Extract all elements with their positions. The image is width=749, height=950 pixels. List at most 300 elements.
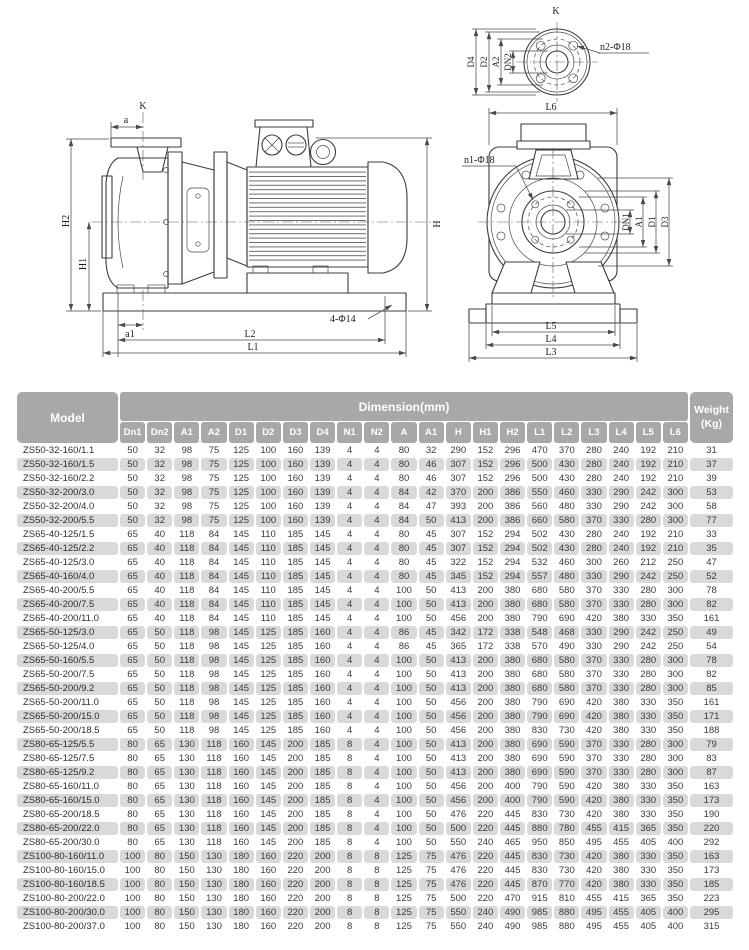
dim-cell-dn2: 32 — [147, 458, 172, 471]
dim-cell-a1: 150 — [174, 906, 199, 919]
dim-cell-l4: 415 — [609, 822, 634, 835]
weight-cell: 185 — [690, 878, 733, 891]
dim-cell-l6: 210 — [663, 542, 688, 555]
dim-cell-a1: 50 — [419, 710, 444, 723]
dim-cell-a1: 130 — [174, 794, 199, 807]
dim-cell-l1: 830 — [531, 865, 548, 876]
dim-cell-l4: 380 — [609, 878, 634, 891]
dim-cell-d1: 125 — [229, 486, 254, 499]
dim-cell-h2: 380 — [500, 654, 525, 667]
dim-cell-l3: 330 — [581, 626, 606, 639]
dim-cell-l4: 330 — [609, 766, 634, 779]
dim-cell-l2: 430 — [554, 542, 579, 555]
dim-cell-l5: 280 — [640, 585, 657, 596]
terminal-box-lid — [255, 120, 313, 127]
dim-cell-l6: 400 — [663, 906, 688, 919]
dimension-table — [15, 391, 735, 934]
dim-cell-l3: 330 — [586, 501, 602, 512]
dim-cell-h: 365 — [450, 641, 467, 652]
dim-cell-l4: 240 — [609, 542, 634, 555]
table-row — [17, 458, 733, 471]
dim-cell-l6: 210 — [663, 458, 688, 471]
weight-cell: 163 — [703, 781, 720, 792]
dim-cell-a: 100 — [396, 613, 412, 624]
dim-label-l4: L4 — [545, 334, 557, 345]
dim-cell-l1: 915 — [531, 893, 548, 904]
dim-cell-n1: 4 — [337, 570, 362, 583]
dim-cell-l3: 370 — [586, 669, 602, 680]
dim-cell-a1: 50 — [419, 794, 444, 807]
dim-label-l5: L5 — [545, 321, 557, 332]
dim-cell-h1: 220 — [473, 822, 498, 835]
dim-cell-l2: 370 — [558, 445, 575, 456]
dim-cell-n2: 4 — [374, 501, 380, 512]
dim-cell-dn2: 40 — [154, 557, 165, 568]
motor-end-cap — [368, 162, 407, 273]
dim-cell-d4: 200 — [314, 921, 331, 932]
dim-cell-d1: 145 — [233, 585, 250, 596]
dim-cell-h2: 380 — [504, 753, 521, 764]
dim-cell-l4: 330 — [609, 738, 634, 751]
dim-cell-l5: 280 — [636, 654, 661, 667]
dim-cell-l2: 480 — [558, 501, 575, 512]
dim-cell-dn2: 80 — [147, 906, 172, 919]
dim-cell-h2: 294 — [500, 570, 525, 583]
dim-cell-l1: 790 — [531, 697, 548, 708]
dim-cell-n2: 4 — [364, 542, 389, 555]
dim-cell-a1: 118 — [174, 570, 199, 583]
dim-cell-l4: 330 — [609, 682, 634, 695]
dim-cell-a1: 150 — [174, 878, 199, 891]
dim-cell-l6: 400 — [667, 921, 684, 932]
dim-cell-d4: 200 — [310, 906, 335, 919]
dim-cell-a2: 84 — [201, 542, 226, 555]
dim-cell-d4: 160 — [310, 626, 335, 639]
dim-cell-dn1: 100 — [120, 878, 145, 891]
dim-cell-d3: 200 — [287, 781, 304, 792]
dim-cell-a1: 32 — [425, 445, 437, 456]
dim-cell-a2: 98 — [208, 697, 220, 708]
dim-cell-a2: 84 — [208, 613, 220, 624]
dim-cell-l3: 420 — [581, 878, 606, 891]
dim-cell-l4: 380 — [613, 809, 630, 820]
dim-cell-l1: 680 — [531, 669, 548, 680]
dim-cell-dn2: 50 — [154, 725, 165, 736]
dim-cell-dn1: 65 — [120, 542, 145, 555]
dim-cell-a1: 118 — [174, 654, 199, 667]
dim-cell-dn1: 65 — [127, 641, 138, 652]
dim-cell-a: 84 — [391, 514, 416, 527]
dim-cell-d2: 100 — [260, 473, 277, 484]
dim-cell-h: 413 — [446, 682, 471, 695]
dim-cell-a1: 98 — [174, 458, 199, 471]
weight-cell: 39 — [706, 473, 717, 484]
dim-cell-a: 125 — [396, 921, 412, 932]
dim-cell-l5: 192 — [640, 445, 657, 456]
front-holes-callout: n1-Φ18 — [464, 155, 495, 166]
dim-cell-l6: 300 — [663, 486, 688, 499]
dim-cell-d4: 145 — [314, 529, 331, 540]
dim-cell-d1: 145 — [233, 697, 250, 708]
dim-cell-l5: 280 — [636, 514, 661, 527]
dim-cell-h2: 380 — [504, 585, 521, 596]
model-cell: ZS50-32-160/1.5 — [17, 458, 118, 471]
column-header-d2-5: D2 — [256, 422, 281, 443]
model-cell: ZS100-80-160/15.0 — [23, 865, 105, 876]
dim-cell-h2: 445 — [500, 878, 525, 891]
dim-cell-a: 100 — [391, 794, 416, 807]
dim-cell-l2: 590 — [554, 766, 579, 779]
dim-cell-l1: 660 — [527, 514, 552, 527]
table-row — [17, 584, 733, 597]
dim-cell-a1: 98 — [174, 486, 199, 499]
dim-cell-l6: 350 — [667, 781, 684, 792]
front-view — [462, 102, 673, 362]
dim-cell-l1: 790 — [527, 710, 552, 723]
dim-cell-h: 456 — [446, 794, 471, 807]
dim-cell-dn2: 32 — [154, 473, 165, 484]
dim-cell-l2: 780 — [554, 822, 579, 835]
dim-cell-a: 125 — [391, 850, 416, 863]
dim-cell-n1: 4 — [347, 641, 353, 652]
dim-cell-d1: 145 — [229, 598, 254, 611]
dim-cell-h2: 380 — [504, 697, 521, 708]
dim-cell-d1: 180 — [233, 921, 250, 932]
dim-cell-a1: 50 — [425, 781, 437, 792]
dim-cell-l5: 330 — [636, 850, 661, 863]
dim-label-d1: D1 — [647, 216, 657, 228]
dim-cell-a: 100 — [391, 598, 416, 611]
dim-cell-d2: 100 — [256, 458, 281, 471]
dim-cell-l3: 280 — [586, 473, 602, 484]
dim-cell-l4: 330 — [613, 669, 630, 680]
dim-cell-a1: 98 — [181, 473, 193, 484]
dim-cell-l1: 790 — [531, 613, 548, 624]
dim-cell-dn1: 65 — [127, 669, 138, 680]
dim-cell-a2: 130 — [201, 850, 226, 863]
table-row — [17, 612, 733, 625]
dim-cell-dn2: 40 — [147, 542, 172, 555]
dim-cell-a1: 50 — [419, 514, 444, 527]
dim-cell-l1: 690 — [527, 766, 552, 779]
dim-cell-a1: 50 — [419, 682, 444, 695]
dim-cell-d1: 125 — [233, 501, 250, 512]
dim-cell-a2: 118 — [201, 738, 226, 751]
dim-cell-a1: 45 — [425, 641, 437, 652]
dim-cell-d1: 180 — [229, 906, 254, 919]
dim-cell-a: 80 — [398, 445, 410, 456]
dim-cell-h1: 200 — [473, 710, 498, 723]
dim-label-d3: D3 — [660, 216, 670, 228]
dim-cell-a2: 118 — [201, 822, 226, 835]
dim-cell-n2: 4 — [374, 669, 380, 680]
dim-cell-l3: 420 — [581, 710, 606, 723]
dim-cell-l3: 280 — [586, 445, 602, 456]
table-row — [17, 724, 733, 737]
dim-cell-l5: 242 — [640, 641, 657, 652]
dim-cell-a2: 84 — [208, 585, 220, 596]
dim-cell-h: 370 — [446, 486, 471, 499]
dim-cell-l1: 680 — [531, 585, 548, 596]
column-header-dimension: Dimension(mm) — [120, 392, 688, 421]
dim-cell-l6: 350 — [667, 893, 684, 904]
dim-cell-n1: 4 — [347, 669, 353, 680]
dim-cell-h1: 240 — [477, 837, 494, 848]
dim-cell-l4: 260 — [613, 557, 630, 568]
table-row — [17, 500, 733, 513]
table-row — [17, 738, 733, 751]
dim-cell-l6: 300 — [667, 753, 684, 764]
table-row — [17, 640, 733, 653]
dim-cell-l3: 370 — [581, 598, 606, 611]
weight-cell: 82 — [690, 598, 733, 611]
dim-cell-l5: 280 — [640, 753, 657, 764]
model-cell: ZS50-32-200/3.0 — [17, 486, 118, 499]
dim-cell-n1: 8 — [337, 822, 362, 835]
dim-cell-a1: 130 — [178, 753, 195, 764]
dim-cell-h: 413 — [450, 585, 467, 596]
dim-cell-n2: 4 — [364, 710, 389, 723]
dim-cell-dn1: 65 — [127, 697, 138, 708]
dim-cell-n1: 4 — [347, 725, 353, 736]
model-cell: ZS65-40-200/5.5 — [23, 585, 95, 596]
dim-cell-n1: 4 — [337, 626, 362, 639]
dim-cell-h1: 152 — [473, 570, 498, 583]
dim-cell-l6: 400 — [667, 837, 684, 848]
weight-cell: 35 — [690, 542, 733, 555]
dim-cell-l3: 330 — [581, 570, 606, 583]
dim-label-h1: H1 — [78, 257, 89, 271]
model-cell: ZS65-40-200/11.0 — [23, 613, 99, 624]
dim-cell-l3: 420 — [586, 865, 602, 876]
dim-cell-d3: 200 — [283, 766, 308, 779]
dim-cell-n1: 8 — [347, 809, 353, 820]
dim-cell-d2: 160 — [256, 850, 281, 863]
dim-cell-n1: 8 — [337, 850, 362, 863]
dim-cell-a: 80 — [398, 529, 410, 540]
dim-cell-l6: 250 — [663, 626, 688, 639]
dim-cell-l4: 240 — [613, 445, 630, 456]
dim-cell-a: 100 — [396, 781, 412, 792]
dim-cell-h: 307 — [446, 458, 471, 471]
dim-cell-d4: 139 — [310, 458, 335, 471]
dim-cell-l2: 730 — [558, 865, 575, 876]
dim-cell-n1: 8 — [347, 753, 353, 764]
dim-cell-dn2: 32 — [154, 445, 165, 456]
dim-cell-n1: 4 — [347, 697, 353, 708]
dim-cell-l5: 330 — [636, 878, 661, 891]
weight-cell: 223 — [703, 893, 720, 904]
dim-cell-a: 80 — [398, 557, 410, 568]
dim-cell-n2: 4 — [374, 557, 380, 568]
dim-cell-l5: 365 — [640, 893, 657, 904]
dim-cell-dn1: 80 — [127, 753, 138, 764]
dim-cell-l2: 430 — [558, 529, 575, 540]
dim-cell-l5: 405 — [636, 906, 661, 919]
dim-cell-n2: 4 — [374, 641, 380, 652]
dim-cell-h2: 445 — [500, 850, 525, 863]
dim-cell-dn1: 65 — [127, 529, 138, 540]
model-cell: ZS50-32-160/1.1 — [23, 445, 95, 456]
dim-cell-d2: 110 — [260, 613, 276, 624]
model-cell: ZS100-80-200/30.0 — [17, 906, 118, 919]
weight-cell: 49 — [690, 626, 733, 639]
dim-cell-n2: 4 — [374, 445, 380, 456]
dim-cell-d2: 110 — [256, 598, 281, 611]
dim-cell-a1: 50 — [419, 766, 444, 779]
dim-cell-a1: 75 — [425, 865, 437, 876]
dim-cell-l6: 350 — [667, 613, 684, 624]
dim-cell-d2: 160 — [260, 921, 277, 932]
dim-label-l3: L3 — [545, 347, 557, 358]
dim-cell-d1: 160 — [229, 738, 254, 751]
dim-cell-l2: 468 — [554, 626, 579, 639]
dim-cell-d1: 160 — [233, 781, 250, 792]
dim-cell-d4: 185 — [314, 809, 331, 820]
dim-cell-d4: 139 — [310, 486, 335, 499]
table-row — [17, 794, 733, 807]
dim-cell-l5: 280 — [636, 682, 661, 695]
dim-cell-h2: 470 — [504, 893, 521, 904]
dim-cell-l4: 380 — [613, 725, 630, 736]
dim-cell-h: 413 — [450, 669, 467, 680]
dim-cell-l1: 880 — [527, 822, 552, 835]
dim-cell-d1: 145 — [229, 682, 254, 695]
dim-cell-h: 413 — [446, 738, 471, 751]
dim-cell-l3: 420 — [586, 697, 602, 708]
dim-cell-l4: 380 — [609, 794, 634, 807]
dim-cell-h1: 220 — [477, 865, 494, 876]
dim-cell-a1: 118 — [174, 542, 199, 555]
column-header-n1-8: N1 — [337, 422, 362, 443]
dim-cell-d4: 200 — [310, 850, 335, 863]
dim-cell-l5: 330 — [640, 809, 657, 820]
dim-cell-h2: 386 — [500, 514, 525, 527]
dim-cell-l6: 300 — [667, 585, 684, 596]
table-row — [17, 696, 733, 709]
model-cell: ZS100-80-200/37.0 — [23, 921, 105, 932]
dim-cell-l4: 380 — [609, 710, 634, 723]
weight-cell: 83 — [706, 753, 717, 764]
dim-cell-h2: 465 — [504, 837, 521, 848]
dim-cell-d2: 145 — [260, 753, 277, 764]
dim-cell-a: 125 — [391, 906, 416, 919]
dim-cell-h: 500 — [450, 893, 467, 904]
dim-cell-d4: 160 — [310, 710, 335, 723]
dim-cell-d3: 185 — [283, 598, 308, 611]
dim-cell-a1: 118 — [179, 725, 195, 736]
dim-cell-d1: 160 — [233, 753, 250, 764]
dim-cell-d2: 100 — [260, 445, 277, 456]
dim-cell-a1: 130 — [174, 766, 199, 779]
dim-cell-l2: 580 — [554, 598, 579, 611]
weight-cell: 31 — [706, 445, 717, 456]
dim-cell-h1: 200 — [477, 501, 494, 512]
dim-cell-a2: 98 — [201, 654, 226, 667]
dim-cell-dn2: 65 — [154, 753, 165, 764]
dim-cell-l3: 420 — [586, 781, 602, 792]
table-row — [17, 850, 733, 863]
table-row — [17, 710, 733, 723]
weight-cell: 295 — [690, 906, 733, 919]
table-row — [17, 444, 733, 457]
dim-cell-a2: 130 — [206, 865, 222, 876]
dim-label-dn1: DN1 — [621, 213, 631, 231]
dim-cell-a2: 118 — [201, 766, 226, 779]
weight-cell: 54 — [706, 641, 717, 652]
dim-cell-a1: 118 — [179, 669, 195, 680]
dim-cell-a1: 45 — [425, 557, 437, 568]
dim-cell-dn2: 65 — [147, 822, 172, 835]
dim-label-a1-front: A1 — [634, 216, 644, 228]
dim-cell-a1: 130 — [178, 837, 195, 848]
dim-cell-d3: 185 — [287, 529, 304, 540]
dim-cell-l3: 495 — [581, 906, 606, 919]
dim-cell-dn1: 100 — [124, 893, 141, 904]
dim-cell-d3: 160 — [287, 473, 304, 484]
dim-cell-d2: 145 — [260, 809, 277, 820]
dim-cell-a2: 118 — [206, 781, 222, 792]
dim-cell-l2: 480 — [554, 570, 579, 583]
dim-cell-d3: 185 — [283, 654, 308, 667]
dim-cell-a2: 84 — [208, 529, 220, 540]
dim-cell-n1: 8 — [347, 893, 353, 904]
weight-cell: 161 — [703, 613, 720, 624]
dim-cell-n1: 8 — [347, 781, 353, 792]
column-header-d3-6: D3 — [283, 422, 308, 443]
dim-cell-d2: 125 — [260, 641, 277, 652]
dim-cell-l1: 690 — [531, 753, 548, 764]
dim-cell-d3: 185 — [287, 697, 304, 708]
dim-cell-d4: 185 — [310, 766, 335, 779]
dim-cell-h1: 220 — [477, 893, 494, 904]
dim-cell-a: 100 — [396, 697, 412, 708]
dim-cell-l2: 460 — [554, 486, 579, 499]
dim-cell-n2: 4 — [374, 697, 380, 708]
dim-cell-h: 456 — [446, 710, 471, 723]
dim-cell-h: 307 — [446, 542, 471, 555]
dim-cell-h2: 380 — [504, 613, 521, 624]
dim-cell-a: 100 — [391, 766, 416, 779]
dim-cell-dn2: 40 — [154, 613, 165, 624]
pump-dimension-drawing — [0, 0, 749, 390]
dim-cell-h: 290 — [450, 445, 467, 456]
table-row — [17, 682, 733, 695]
column-header-h1-13: H1 — [473, 422, 498, 443]
dim-cell-a2: 84 — [208, 557, 220, 568]
dim-cell-a2: 118 — [206, 809, 222, 820]
dim-cell-a1: 45 — [419, 570, 444, 583]
dim-cell-l3: 420 — [586, 809, 602, 820]
dim-cell-l1: 790 — [531, 781, 548, 792]
dim-cell-a1: 118 — [179, 529, 195, 540]
dim-cell-l4: 330 — [609, 654, 634, 667]
dim-cell-dn1: 80 — [127, 781, 138, 792]
dim-cell-l1: 950 — [531, 837, 548, 848]
dim-cell-a1: 50 — [419, 822, 444, 835]
dim-cell-d1: 160 — [229, 822, 254, 835]
dim-cell-n2: 4 — [364, 682, 389, 695]
dim-cell-a: 100 — [396, 669, 412, 680]
dim-cell-dn2: 50 — [147, 626, 172, 639]
dim-cell-l6: 250 — [663, 570, 688, 583]
dim-label-a1: a1 — [125, 329, 135, 340]
dim-cell-dn1: 80 — [120, 766, 145, 779]
dim-cell-l1: 470 — [531, 445, 548, 456]
dim-cell-d2: 125 — [256, 626, 281, 639]
dim-cell-dn1: 50 — [127, 501, 138, 512]
dim-cell-l5: 280 — [636, 598, 661, 611]
